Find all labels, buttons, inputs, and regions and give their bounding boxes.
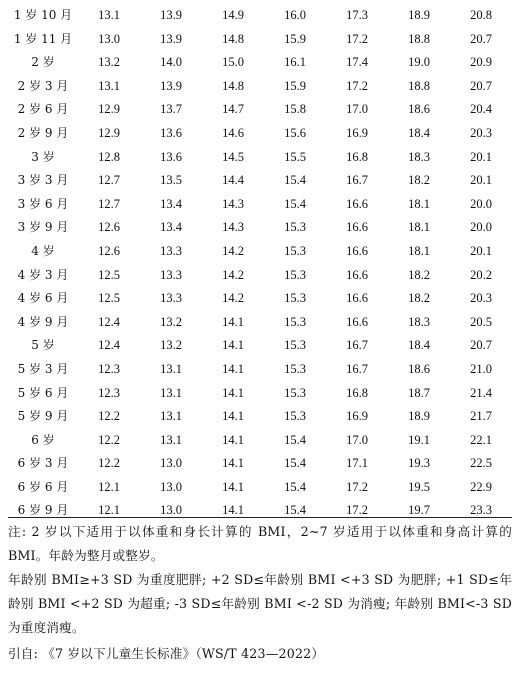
bmi-value-cell: 14.3 [222,220,244,235]
bmi-value-cell: 23.3 [470,503,492,518]
bmi-value-cell: 18.1 [408,243,430,258]
age-cell: 1 岁 11 月 [13,31,73,46]
bmi-value-cell: 14.1 [222,361,244,376]
age-cell: 6 岁 [31,432,55,447]
bmi-value-cell: 15.3 [284,385,306,400]
age-cell: 5 岁 3 月 [17,361,69,376]
bmi-value-cell: 15.3 [284,220,306,235]
bmi-value-cell: 13.9 [160,78,182,93]
bmi-value-cell: 16.7 [346,361,368,376]
table-row [8,476,512,500]
bmi-value-cell: 20.3 [470,291,492,306]
bmi-value-cell: 20.1 [470,243,492,258]
age-cell: 5 岁 9 月 [17,409,69,424]
bmi-value-cell: 15.3 [284,267,306,282]
age-cell: 4 岁 [31,243,55,258]
bmi-value-cell: 14.1 [222,338,244,353]
note-age-applicability: 注: 2 岁以下适用于以体重和身长计算的 BMI，2~7 岁适用于以体重和身高计算的 BMI。年龄为整月或整岁。 [8,524,512,563]
bmi-value-cell: 15.4 [284,456,306,471]
bmi-value-cell: 12.3 [98,361,120,376]
bmi-value-cell: 19.1 [408,432,430,447]
age-cell: 2 岁 3 月 [17,78,69,93]
bmi-value-cell: 14.6 [222,125,244,140]
bmi-value-cell: 12.4 [98,338,120,353]
bmi-value-cell: 13.1 [160,361,182,376]
bmi-value-cell: 13.3 [160,243,182,258]
table-row [8,169,512,193]
bmi-value-cell: 16.1 [284,55,306,70]
bmi-value-cell: 16.6 [346,267,368,282]
bmi-value-cell: 12.1 [98,503,120,518]
bmi-value-cell: 18.8 [408,78,430,93]
bmi-value-cell: 15.4 [284,503,306,518]
age-cell: 4 岁 6 月 [17,291,69,306]
bmi-value-cell: 14.1 [222,409,244,424]
bmi-value-cell: 12.2 [98,409,120,424]
bmi-value-cell: 13.1 [160,385,182,400]
bmi-value-cell: 12.2 [98,456,120,471]
bmi-value-cell: 18.3 [408,314,430,329]
bmi-value-cell: 16.0 [284,8,306,22]
bmi-value-cell: 14.1 [222,503,244,518]
table-row [8,122,512,146]
bmi-value-cell: 18.2 [408,173,430,188]
age-cell: 2 岁 9 月 [17,125,69,140]
age-cell: 4 岁 9 月 [17,314,69,329]
bmi-value-cell: 15.4 [284,432,306,447]
table-row [8,240,512,264]
bmi-value-cell: 13.0 [160,456,182,471]
bmi-value-cell: 14.7 [222,102,244,117]
table-row [8,429,512,453]
bmi-value-cell: 14.1 [222,314,244,329]
bmi-value-cell: 13.0 [160,479,182,494]
bmi-value-cell: 12.6 [98,243,120,258]
notes-section [8,520,512,666]
bmi-value-cell: 16.9 [346,125,368,140]
bmi-value-cell: 13.0 [98,31,120,46]
bmi-table-body [8,4,512,523]
bmi-value-cell: 12.4 [98,314,120,329]
bmi-value-cell: 13.1 [160,432,182,447]
bmi-value-cell: 12.1 [98,479,120,494]
bmi-value-cell: 15.3 [284,243,306,258]
bmi-table [8,4,512,523]
bmi-value-cell: 16.9 [346,409,368,424]
bmi-value-cell: 12.9 [98,125,120,140]
bmi-value-cell: 14.1 [222,385,244,400]
bmi-value-cell: 18.8 [408,31,430,46]
table-row [8,405,512,429]
table-row [8,193,512,217]
bmi-value-cell: 18.2 [408,291,430,306]
bmi-value-cell: 18.9 [408,8,430,22]
bmi-value-cell: 16.7 [346,338,368,353]
age-cell: 3 岁 6 月 [17,196,69,211]
bmi-value-cell: 20.7 [470,338,492,353]
bmi-value-cell: 12.7 [98,196,120,211]
bmi-value-cell: 16.6 [346,196,368,211]
bmi-value-cell: 18.3 [408,149,430,164]
bmi-value-cell: 20.5 [470,314,492,329]
table-row [8,452,512,476]
bmi-value-cell: 17.1 [346,456,368,471]
bmi-value-cell: 13.6 [160,149,182,164]
bmi-value-cell: 17.3 [346,8,368,22]
bmi-value-cell: 14.3 [222,196,244,211]
bmi-value-cell: 17.2 [346,479,368,494]
bmi-value-cell: 15.5 [284,149,306,164]
bmi-value-cell: 16.7 [346,173,368,188]
bmi-value-cell: 20.0 [470,220,492,235]
bmi-value-cell: 20.9 [470,55,492,70]
bmi-value-cell: 13.6 [160,125,182,140]
bmi-value-cell: 12.6 [98,220,120,235]
bmi-value-cell: 14.0 [160,55,182,70]
table-row [8,334,512,358]
bmi-value-cell: 20.4 [470,102,492,117]
bmi-value-cell: 22.1 [470,432,492,447]
bmi-value-cell: 15.4 [284,173,306,188]
bmi-value-cell: 18.2 [408,267,430,282]
bmi-value-cell: 19.5 [408,479,430,494]
bmi-value-cell: 14.1 [222,432,244,447]
bmi-value-cell: 16.6 [346,314,368,329]
bmi-value-cell: 20.1 [470,149,492,164]
bmi-value-cell: 14.2 [222,267,244,282]
bmi-value-cell: 15.3 [284,409,306,424]
table-row [8,4,512,28]
table-row [8,146,512,170]
bmi-value-cell: 12.9 [98,102,120,117]
bmi-value-cell: 18.7 [408,385,430,400]
bmi-value-cell: 13.4 [160,196,182,211]
bmi-value-cell: 15.3 [284,291,306,306]
age-cell: 3 岁 [31,149,55,164]
table-row [8,264,512,288]
bmi-value-cell: 17.2 [346,78,368,93]
bmi-value-cell: 17.2 [346,503,368,518]
bmi-value-cell: 15.3 [284,361,306,376]
bmi-value-cell: 17.4 [346,55,368,70]
bmi-value-cell: 13.2 [160,338,182,353]
bmi-value-cell: 22.9 [470,479,492,494]
bmi-value-cell: 18.4 [408,338,430,353]
bmi-value-cell: 12.8 [98,149,120,164]
table-row [8,75,512,99]
bmi-value-cell: 20.7 [470,78,492,93]
bmi-value-cell: 18.9 [408,409,430,424]
bmi-value-cell: 13.1 [98,78,120,93]
age-cell: 5 岁 [31,338,55,353]
bmi-value-cell: 20.7 [470,31,492,46]
bmi-value-cell: 21.0 [470,361,492,376]
bmi-value-cell: 16.6 [346,220,368,235]
table-row [8,311,512,335]
bmi-value-cell: 19.3 [408,456,430,471]
bmi-value-cell: 13.1 [160,409,182,424]
bmi-value-cell: 18.1 [408,196,430,211]
bmi-value-cell: 12.3 [98,385,120,400]
bmi-value-cell: 12.7 [98,173,120,188]
bmi-value-cell: 15.0 [222,55,244,70]
bmi-value-cell: 13.1 [98,8,120,22]
bmi-value-cell: 13.5 [160,173,182,188]
bmi-value-cell: 14.2 [222,243,244,258]
bmi-value-cell: 14.4 [222,173,244,188]
bmi-value-cell: 16.6 [346,243,368,258]
bmi-value-cell: 14.9 [222,8,244,22]
bmi-value-cell: 15.3 [284,314,306,329]
bmi-value-cell: 16.8 [346,149,368,164]
table-row [8,216,512,240]
bmi-value-cell: 15.4 [284,196,306,211]
source-citation: 引自: 《7 岁以下儿童生长标准》（WS/T 423—2022） [8,646,325,661]
bmi-value-cell: 13.4 [160,220,182,235]
bmi-value-cell: 18.6 [408,102,430,117]
bmi-value-cell: 18.4 [408,125,430,140]
bmi-value-cell: 14.5 [222,149,244,164]
bmi-value-cell: 15.9 [284,31,306,46]
bmi-value-cell: 16.6 [346,291,368,306]
bmi-value-cell: 14.8 [222,78,244,93]
age-cell: 3 岁 3 月 [17,173,69,188]
bmi-value-cell: 14.2 [222,291,244,306]
bmi-value-cell: 14.1 [222,479,244,494]
bmi-value-cell: 17.2 [346,31,368,46]
bmi-value-cell: 15.6 [284,125,306,140]
bmi-value-cell: 20.2 [470,267,492,282]
bmi-value-cell: 17.0 [346,102,368,117]
age-cell: 5 岁 6 月 [17,385,69,400]
table-row [8,51,512,75]
age-cell: 1 岁 10 月 [13,8,73,22]
age-cell: 2 岁 [31,55,55,70]
bmi-value-cell: 13.0 [160,503,182,518]
bmi-value-cell: 15.8 [284,102,306,117]
bmi-value-cell: 20.8 [470,8,492,22]
table-row [8,382,512,406]
bmi-value-cell: 13.9 [160,8,182,22]
table-bottom-rule [8,517,512,518]
bmi-value-cell: 12.5 [98,267,120,282]
bmi-value-cell: 12.2 [98,432,120,447]
table-row [8,358,512,382]
bmi-value-cell: 21.7 [470,409,492,424]
bmi-value-cell: 20.3 [470,125,492,140]
bmi-value-cell: 14.8 [222,31,244,46]
bmi-value-cell: 20.0 [470,196,492,211]
bmi-value-cell: 22.5 [470,456,492,471]
age-cell: 3 岁 9 月 [17,220,69,235]
bmi-value-cell: 13.2 [98,55,120,70]
bmi-value-cell: 19.0 [408,55,430,70]
bmi-value-cell: 13.7 [160,102,182,117]
age-cell: 6 岁 6 月 [17,479,69,494]
bmi-value-cell: 13.3 [160,267,182,282]
bmi-value-cell: 14.1 [222,456,244,471]
bmi-value-cell: 13.3 [160,291,182,306]
bmi-value-cell: 15.9 [284,78,306,93]
bmi-value-cell: 19.7 [408,503,430,518]
bmi-value-cell: 21.4 [470,385,492,400]
bmi-value-cell: 16.8 [346,385,368,400]
bmi-value-cell: 18.6 [408,361,430,376]
bmi-value-cell: 20.1 [470,173,492,188]
table-row [8,28,512,52]
bmi-value-cell: 12.5 [98,291,120,306]
bmi-value-cell: 18.1 [408,220,430,235]
age-cell: 6 岁 9 月 [17,503,69,518]
bmi-value-cell: 17.0 [346,432,368,447]
bmi-value-cell: 15.4 [284,479,306,494]
bmi-value-cell: 13.2 [160,314,182,329]
table-row [8,287,512,311]
table-row [8,98,512,122]
age-cell: 6 岁 3 月 [17,456,69,471]
age-cell: 2 岁 6 月 [17,102,69,117]
age-cell: 4 岁 3 月 [17,267,69,282]
bmi-value-cell: 13.9 [160,31,182,46]
bmi-value-cell: 15.3 [284,338,306,353]
note-classification: 年龄别 BMI≥+3 SD 为重度肥胖; +2 SD≤年龄别 BMI <+3 SD 为肥胖; +1 SD≤年龄别 BMI <+2 SD 为超重; -3 SD≤年龄别 BMI <-2 SD 为消瘦; 年龄别 BMI<-3 SD 为重度消瘦。 [8,572,512,635]
